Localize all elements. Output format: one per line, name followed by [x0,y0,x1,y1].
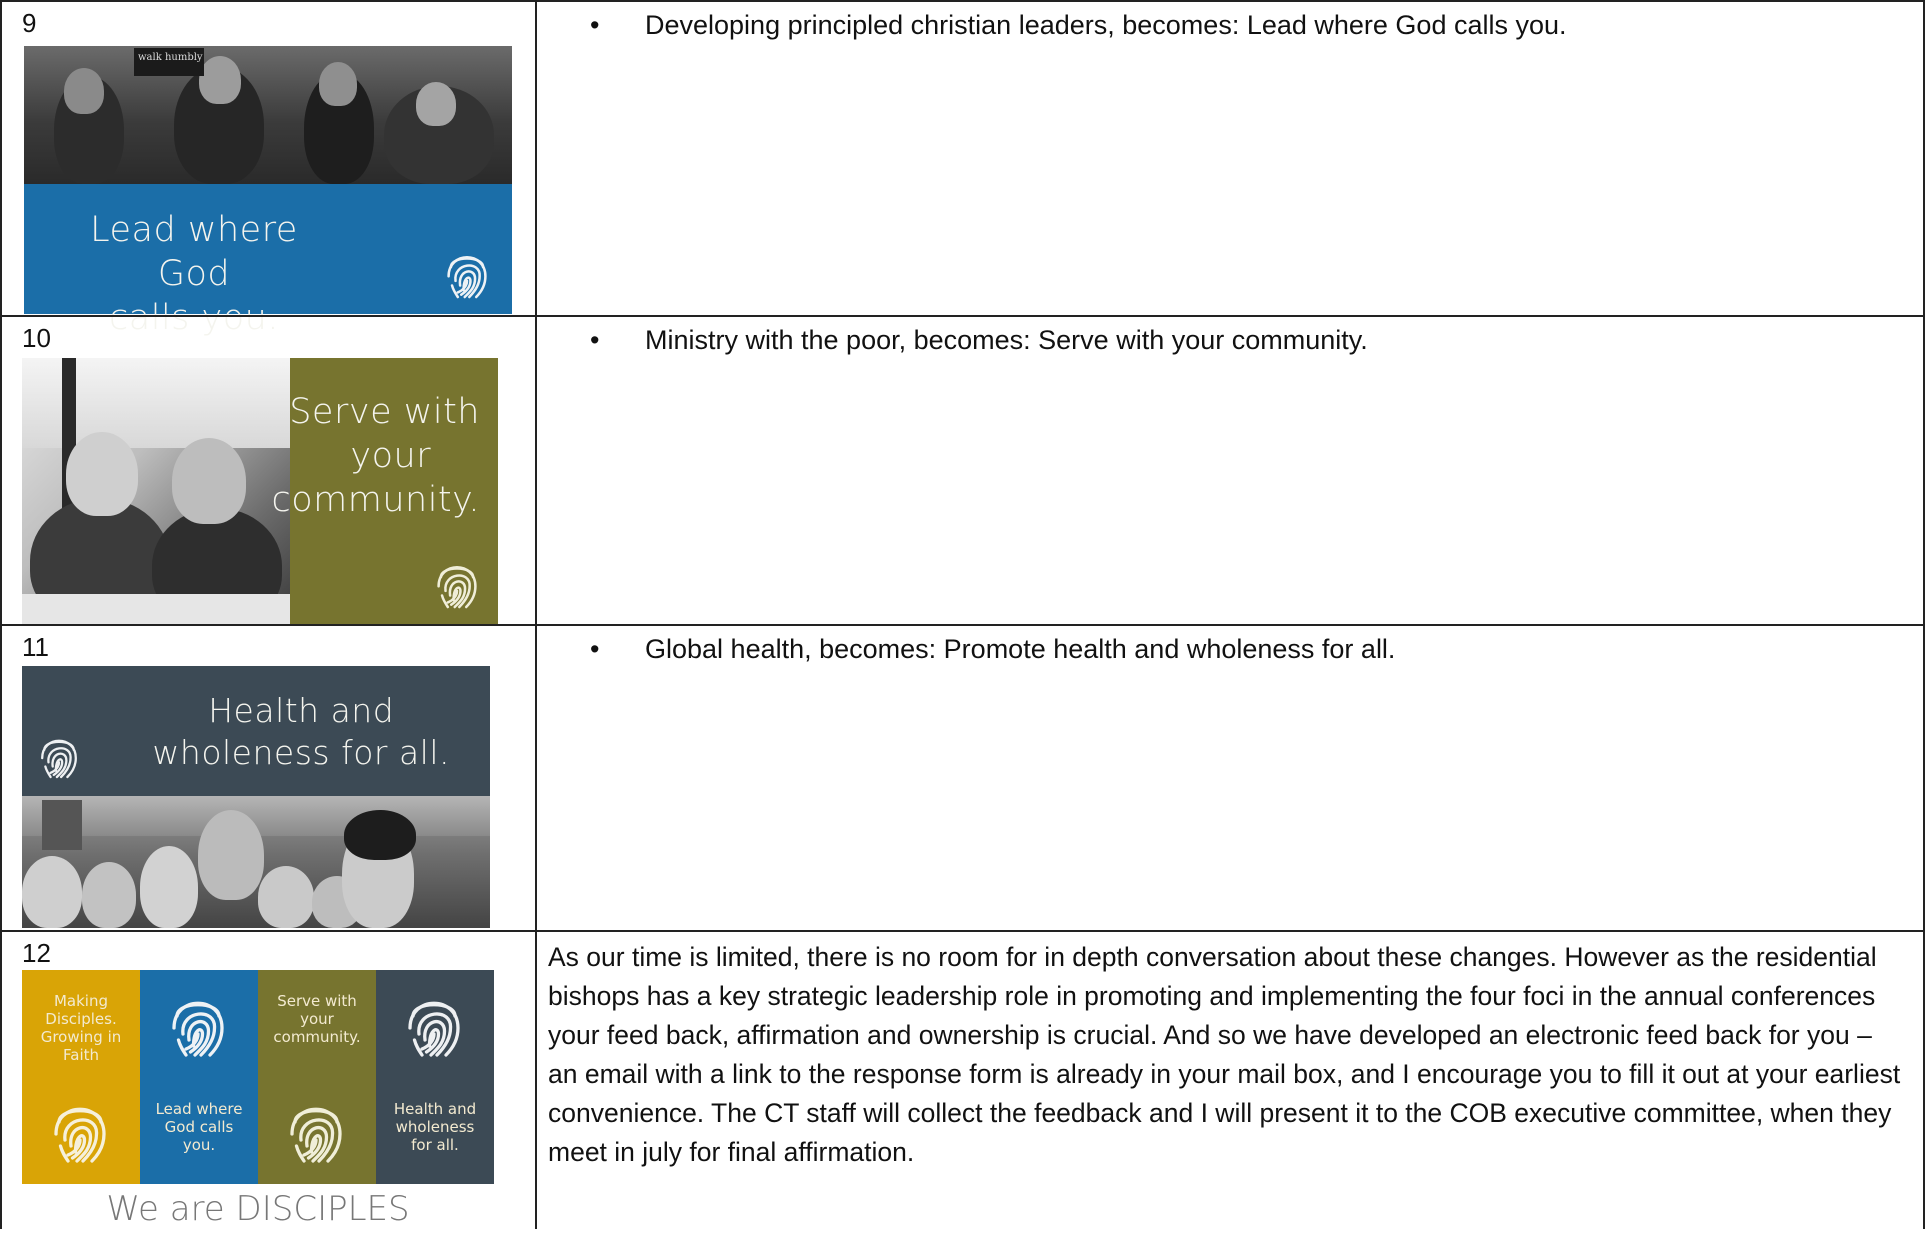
bullet-marker: • [590,634,600,664]
photo-two-women [22,358,290,624]
slide-number: 9 [22,8,37,38]
photo-sign-text: walk humbly [138,52,203,63]
fingerprint-icon [168,988,228,1062]
bullet-text: Ministry with the poor, becomes: Serve with your community. [645,325,1368,355]
slide-thumbnail-we-are-disciples [22,970,494,1229]
slide-caption-line: your [350,436,432,476]
panel-label: Making Disciples. Growing in Faith [40,992,122,1064]
panel-serve [258,970,376,1184]
fingerprint-icon [444,246,490,302]
panel-health [376,970,494,1184]
notes-cell [537,2,1925,315]
notes-cell [537,317,1925,624]
bullet-text: Global health, becomes: Promote health and wholeness for all. [645,634,1396,664]
slide-color-band [24,184,512,338]
bullet-text: Developing principled christian leaders, becomes: Lead where God calls you. [645,10,1567,40]
bullet-marker: • [590,325,600,355]
fingerprint-icon [38,730,80,782]
panel-lead [140,970,258,1184]
panel-label: Lead where God calls you. [155,1100,243,1154]
slide-thumbnail-lead [24,46,512,338]
slide-caption-line: Health and [208,691,395,730]
panel-label: Serve with your community. [273,992,361,1046]
slide-caption [271,390,480,522]
fingerprint-icon [286,1094,346,1168]
slide-caption [152,690,450,774]
slide-number: 10 [22,323,51,353]
slide-caption-line: Serve with [289,392,480,432]
slide-number: 12 [22,938,51,968]
slide-caption-line: Lead where God [90,210,298,294]
slide-caption-line: calls you. [109,298,279,338]
slide-footer-title: We are DISCIPLES [106,1189,410,1229]
slide-caption-line: community. [271,480,480,520]
notes-cell [537,626,1925,930]
slide-thumbnail-serve [22,358,498,624]
slide-thumbnail-health [22,666,490,928]
bullet-marker: • [590,10,600,40]
slide-color-band [271,358,498,624]
fingerprint-icon [404,988,464,1062]
fingerprint-icon [434,556,480,612]
notes-paragraph: As our time is limited, there is no room for in depth conversation about these changes. However as the residential bishops has a key strategic leadership role in promoting and implementing the four foci in the annual conferences your feed back, affirmation and ownership is crucial. And so we have developed an electronic feed back for you – an email with a link to the response form is already in your mail box, and I encourage you to fill it out at your earliest convenience. The CT staff will collect the feedback and I will present it to the COB executive committee, when they meet in july for final affirmation. [548,942,1901,1167]
panel-making-disciples [22,970,140,1184]
slide-caption-line: wholeness for all. [152,733,450,772]
slide-number: 11 [22,632,49,662]
photo-group-students [24,46,512,184]
slide-color-band [22,666,490,796]
fingerprint-icon [50,1094,110,1168]
photo-children-group [22,796,490,928]
panel-label: Health and wholeness for all. [393,1100,477,1154]
